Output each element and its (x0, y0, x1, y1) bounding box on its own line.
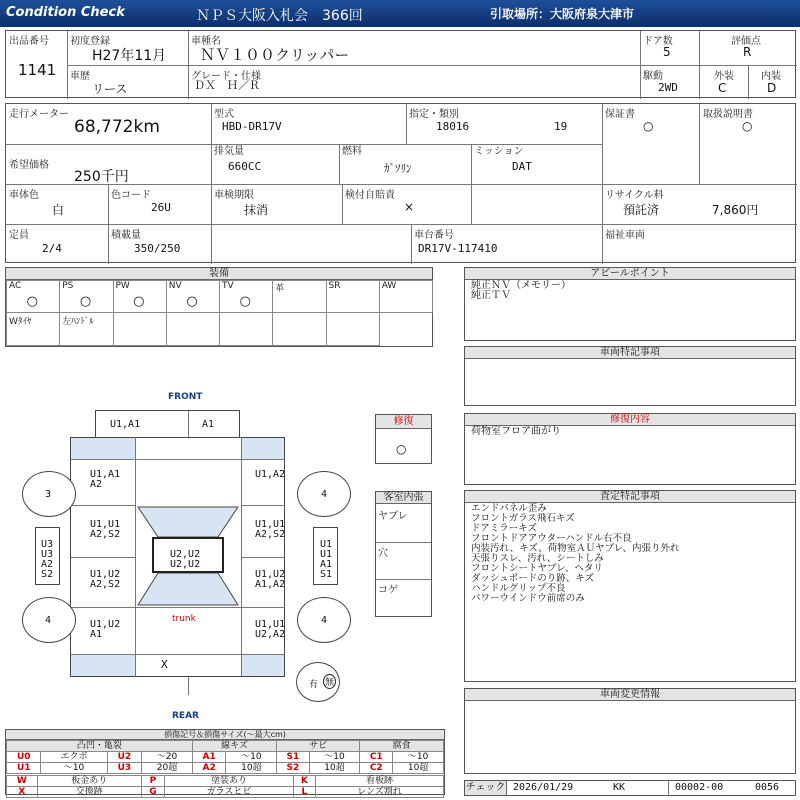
appeal-line-2: 純正ＴＶ (471, 290, 511, 301)
legend-desc: 20超 (142, 763, 193, 774)
auction-title: ＮＰＳ大阪入札会 366回 (196, 8, 363, 24)
legend-code: W (7, 776, 38, 787)
mission: DAT (512, 160, 532, 173)
sill-r-2: U1 (320, 549, 333, 560)
footer-bar (464, 780, 796, 796)
displacement: 660CC (228, 160, 262, 173)
tire-rr-value: 4 (321, 615, 328, 626)
basic-info-block (5, 30, 796, 98)
inspection-note: ダッシュボードのり跡、キズ (471, 573, 595, 584)
equip-label: 左ﾊﾝﾄﾞﾙ (62, 317, 94, 327)
equip-mark: ○ (26, 294, 38, 309)
interior: D (767, 81, 777, 95)
drive-label: 駆動 (643, 71, 663, 82)
appeal-line-1: 純正ＮＶ（メモリー） (471, 280, 571, 291)
legend-desc: 〜10 (393, 752, 444, 763)
repair-title: 修復 (376, 415, 431, 429)
equip-cell-2-6 (326, 312, 380, 346)
equip-cell-2-1 (59, 312, 113, 346)
header-bar (0, 0, 800, 27)
r-fender-l-2: A1 (90, 629, 103, 640)
equip-mark: ○ (79, 294, 92, 309)
equipment-title: 装備 (6, 268, 432, 280)
legend-code: S2 (277, 763, 310, 774)
equip-label: 革 (275, 284, 285, 294)
equipment-block (5, 267, 433, 347)
fuel: ｶﾞｿﾘﾝ (384, 162, 412, 175)
code-1: 00002-00 (675, 782, 724, 793)
equip-label: PS (62, 281, 74, 291)
fuel-label: 燃料 (342, 146, 362, 157)
roof-damage-2: U2,U2 (170, 559, 201, 570)
brand-title: Condition Check (6, 5, 125, 20)
appeal-title: アピールポイント (465, 268, 795, 280)
inspection-note: パワーウインドウ前席のみ (471, 593, 585, 604)
color-code-label: 色コード (111, 190, 151, 201)
designation-label: 指定・類別 (409, 109, 459, 120)
sill-r-1: U1 (320, 539, 333, 550)
legend-desc: 10超 (226, 763, 277, 774)
inspection-note: ハンドルグリップ不良 (471, 583, 566, 594)
r-door-l-1: U1,U2 (90, 569, 121, 580)
equip-mark: ○ (133, 294, 145, 309)
r-fender-r-1: U1,U1 (255, 619, 286, 630)
manual: ○ (742, 119, 753, 133)
f-door-r-2: A2,S2 (255, 529, 286, 540)
special-notes-panel (464, 346, 796, 406)
exterior: C (718, 81, 727, 95)
legend-desc: 〜10 (41, 763, 107, 774)
f-fender-l-1: U1,A1 (90, 469, 121, 480)
legend-code: L (293, 787, 315, 798)
doors: 5 (663, 45, 671, 59)
legend-desc: 〜10 (226, 752, 277, 763)
equip-mark: ○ (186, 294, 198, 309)
r-door-l-2: A2,S2 (90, 579, 121, 590)
manual-label: 取扱説明書 (703, 109, 753, 120)
equip-cell-2-0 (6, 312, 60, 346)
chassis-number: DR17V-117410 (418, 242, 498, 255)
cabin-item-tear: ヤブレ (378, 511, 408, 522)
type: HBD-DR17V (222, 120, 282, 133)
equip-label: PW (115, 281, 130, 291)
inspection-note: 天張りスレ、汚れ、シートしみ (471, 553, 604, 564)
inspection-notes-title: 査定特記事項 (465, 491, 795, 503)
warranty: ○ (643, 119, 654, 133)
legend-code: C1 (360, 752, 393, 763)
legend-code: U3 (107, 763, 141, 774)
model-name: ＮＶ１００クリッパー (200, 46, 350, 64)
doors-label: ドア数 (643, 36, 673, 47)
car-diagram (0, 380, 370, 725)
legend-desc: 看板跡 (316, 776, 444, 787)
legend-desc: ガラスヒビ (165, 787, 293, 798)
legend-code: P (141, 776, 165, 787)
recycle-fee: 7,860円 (712, 203, 759, 217)
legend-h-scratch: 線キズ (192, 741, 276, 752)
tire-rl-value: 4 (45, 615, 52, 626)
spare-yes: 有 (309, 680, 319, 690)
r-fender-l-1: U1,U2 (90, 619, 121, 630)
legend-h-corrosion: 腐食 (360, 741, 444, 752)
equip-cell-2 (113, 280, 167, 313)
repair-box (375, 414, 432, 464)
repair-mark: ○ (396, 442, 407, 456)
r-fender-r-2: U2,A2 (255, 629, 286, 640)
drive: 2WD (658, 81, 678, 94)
legend-desc: 板金あり (37, 776, 141, 787)
legend-code: A1 (192, 752, 226, 763)
spec-block (5, 103, 796, 263)
inspection-note: エンドパネル歪み (471, 503, 547, 514)
equip-label: AC (9, 281, 22, 291)
inspection-note: フロントドアアウターハンドル右不良 (471, 533, 632, 544)
change-info-panel (464, 688, 796, 774)
inspection-note: フロントシートヤブレ、ヘタリ (471, 563, 603, 574)
special-notes-title: 車両特記事項 (465, 347, 795, 359)
legend-table-2 (6, 775, 444, 798)
f-door-l-1: U1,U1 (90, 519, 121, 530)
repair-detail-panel (464, 413, 796, 485)
inspection-note: 内装汚れ、キズ、荷物室ＡＵヤブレ、内張り外れ (471, 543, 680, 554)
recycle-label: リサイクル料 (605, 190, 664, 201)
legend-desc: エクボ (41, 752, 107, 763)
equip-cell-6 (326, 280, 380, 313)
pickup-location: 引取場所：大阪府泉大津市 (490, 7, 635, 21)
sill-l-1: U3 (41, 539, 54, 550)
repair-detail-title: 修復内容 (465, 414, 795, 426)
cabin-title: 客室内張 (376, 492, 431, 504)
sill-r-4: S1 (320, 569, 333, 580)
equip-label: SR (328, 281, 341, 291)
legend-code: C2 (360, 763, 393, 774)
inspection-note: フロントガラス飛石キズ (471, 513, 575, 524)
history-label: 車歴 (70, 71, 90, 82)
legend-desc: 〜10 (309, 752, 360, 763)
f-fender-l-2: A2 (90, 479, 103, 490)
cabin-item-hole: 穴 (378, 548, 388, 559)
check-date: 2026/01/29 (513, 782, 574, 793)
sill-l-4: S2 (41, 569, 54, 580)
rear-label: REAR (172, 711, 199, 721)
legend-table (6, 740, 444, 774)
legend-code: A2 (192, 763, 226, 774)
legend-desc: 塗装あり (165, 776, 293, 787)
exterior-label: 外装 (714, 71, 734, 82)
legend-h-rust: サビ (277, 741, 360, 752)
first-reg: H27年11月 (92, 48, 167, 64)
f-door-r-1: U1,U1 (255, 519, 286, 530)
legend-code: X (7, 787, 38, 798)
tire-fl-value: 3 (45, 489, 52, 500)
equip-label: AW (381, 281, 397, 291)
interior-label: 内装 (761, 71, 781, 82)
inspection-notes-panel (464, 490, 796, 682)
welfare-label: 福祉車両 (605, 230, 645, 241)
legend-h-dent: 凸凹・亀裂 (7, 741, 193, 752)
roof-damage-1: U2,U2 (170, 549, 201, 560)
change-info-title: 車両変更情報 (465, 689, 795, 701)
rating-label: 評価点 (731, 36, 761, 47)
trunk-label: trunk (172, 614, 196, 624)
first-reg-label: 初度登録 (70, 36, 110, 47)
insurance: × (404, 200, 415, 214)
inspection: 抹消 (244, 203, 269, 217)
inspection-label: 車検期限 (214, 190, 254, 201)
equip-cell-1 (59, 280, 113, 313)
designation: 18016 (436, 120, 470, 133)
rear-bumper-damage: X (161, 658, 168, 671)
sill-r-3: A1 (320, 559, 333, 570)
model-label: 車種名 (191, 36, 221, 47)
repair-detail-text: 荷物室フロア曲がり (471, 426, 561, 437)
odometer-label: 走行メーター (9, 109, 69, 120)
damage-legend (5, 729, 445, 795)
sill-l-3: A2 (41, 559, 54, 570)
legend-title: 損傷記号＆損傷サイズ(〜最大cm) (6, 730, 444, 740)
legend-desc: 10超 (309, 763, 360, 774)
sill-l-2: U3 (41, 549, 54, 560)
equip-label: TV (222, 281, 234, 291)
rating: R (743, 45, 752, 59)
warranty-label: 保証書 (605, 109, 635, 120)
equip-cell-2-5 (272, 312, 326, 346)
spare-no: 無 (323, 674, 336, 689)
hood-left-damage: U1,A1 (110, 419, 141, 430)
price: 250千円 (74, 169, 129, 185)
code-2: 0056 (755, 782, 780, 793)
equip-label: NV (168, 281, 182, 291)
chassis-label: 車台番号 (414, 230, 454, 241)
equip-cell-2-2 (113, 312, 167, 346)
equip-cell-0 (6, 280, 60, 313)
equip-cell-5 (272, 280, 326, 313)
r-door-r-1: U1,U2 (255, 569, 286, 580)
equip-cell-2-4 (219, 312, 273, 346)
capacity-label: 定員 (9, 230, 29, 241)
lot-number: 1141 (18, 61, 57, 79)
equip-label: Wﾀｲﾔ (9, 317, 32, 327)
color: 白 (52, 203, 65, 217)
legend-desc: 交換跡 (37, 787, 141, 798)
legend-code: U2 (107, 752, 141, 763)
load-label: 積載量 (111, 230, 141, 241)
inspector: KK (613, 782, 626, 793)
legend-code: G (141, 787, 165, 798)
displacement-label: 排気量 (214, 146, 244, 157)
appeal-panel (464, 267, 796, 341)
equip-cell-7 (379, 280, 433, 313)
color-label: 車体色 (9, 190, 39, 201)
history: リース (92, 82, 128, 96)
insurance-label: 検付自賠責 (345, 190, 395, 201)
load-capacity: 350/250 (134, 242, 181, 255)
mission-label: ミッション (474, 146, 524, 157)
front-label: FRONT (168, 392, 203, 402)
capacity: 2/4 (42, 242, 62, 255)
equip-cell-4 (219, 280, 273, 313)
r-door-r-2: A1,A2 (255, 579, 286, 590)
f-fender-r-1: U1,A2 (255, 469, 286, 480)
equip-cell-3 (166, 280, 220, 313)
legend-code: U1 (7, 763, 41, 774)
f-door-l-2: A2,S2 (90, 529, 121, 540)
equip-cell-2-3 (166, 312, 220, 346)
inspection-note: ドアミラーキズ (471, 523, 538, 534)
tire-fr-value: 4 (321, 489, 328, 500)
price-label: 希望価格 (9, 160, 49, 171)
legend-code: S1 (277, 752, 310, 763)
color-code: 26U (151, 201, 171, 214)
legend-code: U0 (7, 752, 41, 763)
lot-label: 出品番号 (9, 36, 49, 47)
category: 19 (554, 120, 568, 133)
hood-right-damage: A1 (202, 419, 215, 430)
legend-desc: 10超 (393, 763, 444, 774)
cabin-box (375, 491, 432, 617)
type-label: 型式 (214, 109, 234, 120)
equip-mark: ○ (239, 294, 251, 309)
legend-desc: レンズ割れ (316, 787, 444, 798)
recycle-status: 預託済 (623, 203, 660, 217)
cabin-item-burn: コゲ (378, 585, 398, 596)
odometer: 68,772km (74, 117, 160, 137)
legend-code: K (293, 776, 315, 787)
check-label: チェック (465, 782, 506, 793)
grade-label: グレード・仕様 (191, 71, 261, 82)
grade: ＤＸ Ｈ／Ｒ (194, 79, 260, 92)
legend-desc: 〜20 (142, 752, 193, 763)
